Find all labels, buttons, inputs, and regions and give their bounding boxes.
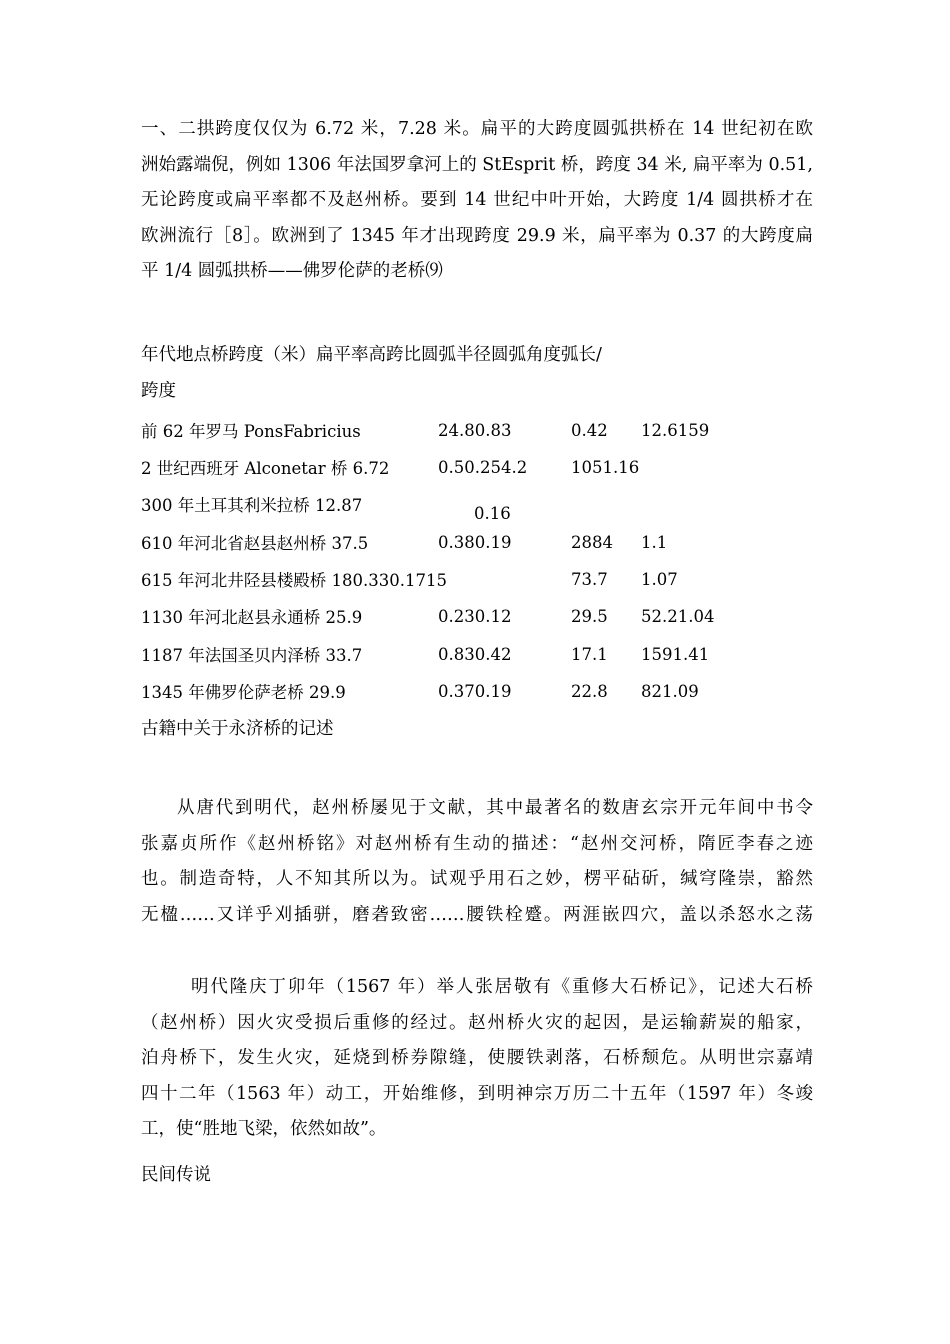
table-cell-location: 2 世纪西班牙 Alconetar 桥 6.72 <box>141 459 390 478</box>
intro-line: 平 1/4 圆弧拱桥——佛罗伦萨的老桥⑼ <box>141 261 443 281</box>
table-cell-location: 300 年土耳其利米拉桥 12.87 <box>141 496 363 515</box>
table-cell-location: 610 年河北省赵县赵州桥 37.5 <box>141 534 369 553</box>
table-cell-location: 1130 年河北赵县永通桥 25.9 <box>141 608 363 627</box>
table-cell-value: 73.7 <box>571 570 608 589</box>
table-cell-value: 2884 <box>571 533 613 552</box>
table-cell-value: 821.09 <box>641 682 699 701</box>
paragraph-line: （赵州桥）因火灾受损后重修的经过。赵州桥火灾的起因，是运输薪炭的船家， <box>141 1012 813 1033</box>
table-header-line1: 年代地点桥跨度（米）扁平率高跨比圆弧半径圆弧角度弧长/ <box>141 345 602 365</box>
table-cell-value: 12.6159 <box>641 421 710 440</box>
table-cell-value: 0.50.254.2 <box>438 458 528 477</box>
repair-paragraph <box>141 970 813 1148</box>
intro-line: 欧洲流行［8］。欧洲到了 1345 年才出现跨度 29.9 米，扁平率为 0.37 的大跨度扁 <box>141 225 813 246</box>
table-header-line2: 跨度 <box>141 381 176 401</box>
table-cell-location: 1187 年法国圣贝内泽桥 33.7 <box>141 646 363 665</box>
table-cell-value: 24.80.83 <box>438 421 512 440</box>
table-cell-value: 0.230.12 <box>438 607 512 626</box>
intro-line: 一、二拱跨度仅仅为 6.72 米，7.28 米。扁平的大跨度圆弧拱桥在 14 世纪初在欧 <box>141 119 813 139</box>
section-heading: 民间传说 <box>141 1165 211 1185</box>
paragraph-line: 无楹……又详乎刈插骈，磨砻致密……腰铁栓蹙。两涯嵌四穴，盖以杀怒水之荡 <box>141 904 813 925</box>
table-cell-value: 0.830.42 <box>438 645 512 664</box>
paragraph-line: 泊舟桥下，发生火灾，延烧到桥券隙缝，使腰铁剥落，石桥颓危。从明世宗嘉靖 <box>141 1048 813 1068</box>
paragraph-line: 明代隆庆丁卯年（1567 年）举人张居敬有《重修大石桥记》，记述大石桥 <box>191 977 813 997</box>
intro-line: 洲始露端倪，例如 1306 年法国罗拿河上的 StEsprit 桥，跨度 34 米, 扁平率为 0.51, <box>141 154 813 175</box>
table-cell-value: 52.21.04 <box>641 607 715 626</box>
table-cell-value: 1051.16 <box>571 458 640 477</box>
table-cell-value: 29.5 <box>571 607 608 626</box>
paragraph-line: 四十二年（1563 年）动工，开始维修，到明神宗万历二十五年（1597 年）冬竣 <box>141 1083 813 1104</box>
intro-line: 无论跨度或扁平率都不及赵州桥。要到 14 世纪中叶开始，大跨度 1/4 圆拱桥才在 <box>141 190 813 210</box>
table-cell-value: 17.1 <box>571 645 608 664</box>
table-cell-value: 0.42 <box>571 421 608 440</box>
paragraph-line: 工，使“胜地飞梁，依然如故”。 <box>141 1119 387 1139</box>
intro-paragraph <box>141 112 813 290</box>
table-cell-location: 前 62 年罗马 PonsFabricius <box>141 422 361 441</box>
table-cell-location: 615 年河北井陉县楼殿桥 180.330.1715 <box>141 571 447 590</box>
paragraph-line: 从唐代到明代，赵州桥屡见于文献，其中最著名的数唐玄宗开元年间中书令 <box>177 798 813 818</box>
section-heading: 古籍中关于永济桥的记述 <box>141 719 334 739</box>
table-cell-value: 0.370.19 <box>438 682 512 701</box>
table-cell-value: 1.1 <box>641 533 668 552</box>
table-cell-value: 1591.41 <box>641 645 710 664</box>
paragraph-line: 张嘉贞所作《赵州桥铭》对赵州桥有生动的描述：“赵州交河桥，隋匠李春之迹 <box>141 833 813 854</box>
table-cell-value: 0.16 <box>474 504 511 523</box>
table-cell-location: 1345 年佛罗伦萨老桥 29.9 <box>141 683 346 702</box>
table-cell-value: 0.380.19 <box>438 533 512 552</box>
paragraph-line: 也。制造奇特，人不知其所以为。试观乎用石之妙，楞平砧斫，缄穹隆崇，豁然 <box>141 869 813 889</box>
literature-paragraph <box>141 791 813 933</box>
table-cell-value: 22.8 <box>571 682 608 701</box>
table-cell-value: 1.07 <box>641 570 678 589</box>
